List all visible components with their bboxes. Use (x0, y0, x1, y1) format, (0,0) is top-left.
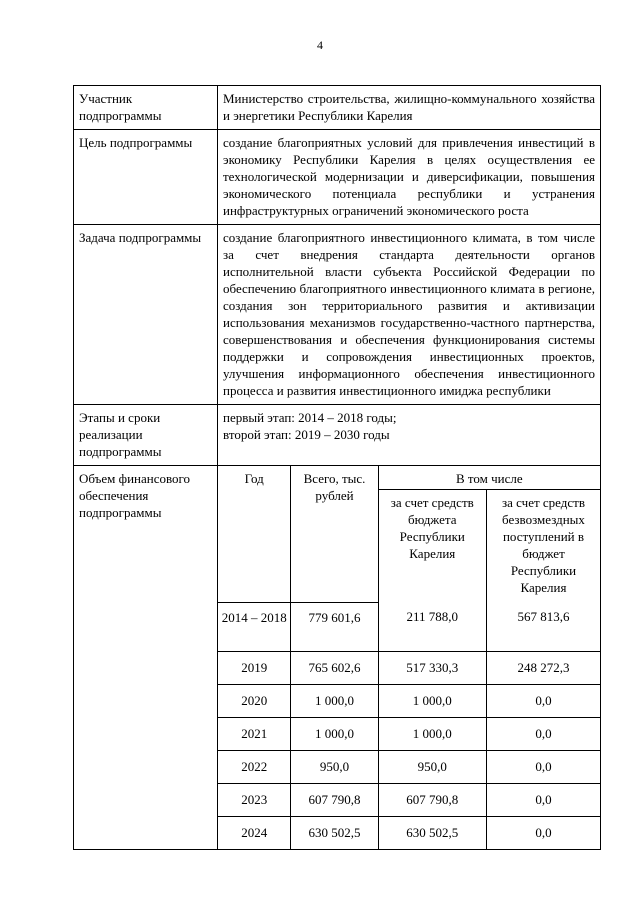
finance-row (218, 816, 600, 849)
finance-budget-cell: 211 788,0 (378, 602, 486, 651)
finance-year-cell: 2021 (218, 717, 291, 750)
finance-row (218, 684, 600, 717)
passport-table (73, 85, 601, 850)
finance-year-cell: 2019 (218, 651, 291, 684)
finance-budget-cell: 1 000,0 (378, 684, 486, 717)
finance-total-cell: 1 000,0 (291, 684, 378, 717)
finance-row (218, 783, 600, 816)
finance-row (218, 750, 600, 783)
finance-year-cell: 2014 – 2018 (218, 602, 291, 651)
finance-total-cell: 779 601,6 (291, 602, 378, 651)
finance-total-cell: 765 602,6 (291, 651, 378, 684)
stage-first: первый этап: 2014 – 2018 годы; (223, 410, 397, 425)
stages-label: Этапы и сроки реализации подпрограммы (74, 405, 218, 466)
participant-value: Министерство строительства, жилищно-коммунального хозяйства и энергетики Республики Карелия (218, 86, 601, 130)
finance-total-cell: 1 000,0 (291, 717, 378, 750)
finance-year-cell: 2020 (218, 684, 291, 717)
finance-header-row (218, 466, 600, 490)
total-header: Всего, тыс. рублей (291, 466, 378, 602)
finance-gratuitous-cell: 0,0 (486, 750, 600, 783)
table-row (74, 225, 601, 405)
finance-year-cell: 2023 (218, 783, 291, 816)
task-label: Задача подпрограммы (74, 225, 218, 405)
finance-budget-cell: 1 000,0 (378, 717, 486, 750)
budget-header: за счет средств бюджета Республики Карелия (378, 490, 486, 603)
finance-year-cell: 2024 (218, 816, 291, 849)
goal-value: создание благоприятных условий для привлечения инвестиций в экономику Республики Карелия в целях осуществления ее технологической модернизации и диверсификации, повышения экономического потенциала республики и устранения инфраструктурных ограничений экономического роста (218, 130, 601, 225)
table-row (74, 130, 601, 225)
finance-gratuitous-cell: 0,0 (486, 684, 600, 717)
participant-label: Участник подпрограммы (74, 86, 218, 130)
finance-gratuitous-cell: 248 272,3 (486, 651, 600, 684)
finance-body (218, 602, 600, 849)
stage-second: второй этап: 2019 – 2030 годы (223, 427, 390, 442)
finance-cell (218, 466, 601, 850)
finance-budget-cell: 950,0 (378, 750, 486, 783)
finance-total-cell: 950,0 (291, 750, 378, 783)
finance-gratuitous-cell: 0,0 (486, 717, 600, 750)
finance-row (218, 651, 600, 684)
finance-budget-cell: 607 790,8 (378, 783, 486, 816)
finance-row (218, 717, 600, 750)
task-value: создание благоприятного инвестиционного климата, в том числе за счет внедрения стандарта деятельности органов исполнительной власти субъекта Российской Федерации по обеспечению благоприятного инвестиционного климата в регионе, создания зон территориального развития и активизации использования механизмов государственно-частного партнерства, совершенствования и обеспечения функционирования системы поддержки и сопровождения инвестиционных проектов, улучшения информационного обеспечения инвестиционного процесса и развития инвестиционного имиджа республики (218, 225, 601, 405)
finance-budget-cell: 517 330,3 (378, 651, 486, 684)
finance-budget-cell: 630 502,5 (378, 816, 486, 849)
finance-gratuitous-cell: 0,0 (486, 783, 600, 816)
finance-gratuitous-cell: 567 813,6 (486, 602, 600, 651)
goal-label: Цель подпрограммы (74, 130, 218, 225)
gratuitous-header: за счет средств безвозмездных поступлений в бюджет Республики Карелия (486, 490, 600, 603)
finance-row (218, 602, 600, 651)
including-header: В том числе (378, 466, 600, 490)
year-header: Год (218, 466, 291, 602)
page-number: 4 (317, 38, 323, 52)
finance-gratuitous-cell: 0,0 (486, 816, 600, 849)
finance-label: Объем финансового обеспечения подпрограммы (74, 466, 218, 850)
stages-value (218, 405, 601, 466)
finance-year-cell: 2022 (218, 750, 291, 783)
table-row (74, 466, 601, 850)
finance-total-cell: 630 502,5 (291, 816, 378, 849)
table-row (74, 86, 601, 130)
finance-table (218, 466, 600, 849)
table-row (74, 405, 601, 466)
finance-total-cell: 607 790,8 (291, 783, 378, 816)
